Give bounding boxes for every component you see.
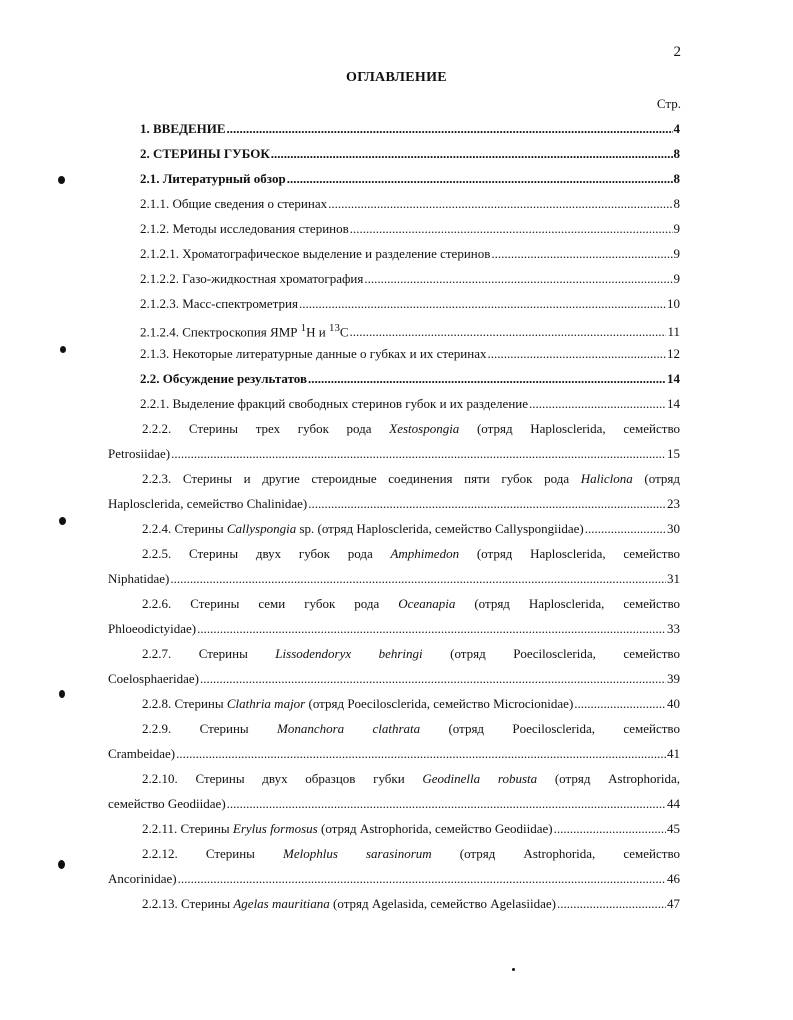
toc-page: 12 [667, 346, 680, 361]
toc-leader [488, 341, 667, 366]
toc-entry-line2: Phloeodictyidae) ..... 33 [108, 616, 680, 641]
toc-entry-text: 2.1.2.1. Хроматографическое выделение и разделение стеринов [140, 246, 491, 261]
toc-leader [299, 291, 666, 316]
toc-page: 14 [667, 371, 680, 386]
toc-page: 15 [667, 446, 680, 461]
toc-entry [108, 891, 680, 916]
toc-entry [108, 691, 680, 716]
toc-leader [227, 116, 673, 141]
toc-entry [108, 266, 680, 291]
toc-entry [108, 391, 680, 416]
toc-page: 45 [667, 821, 680, 836]
toc-leader [328, 191, 672, 216]
toc-entry [108, 516, 680, 541]
toc-entry-text: 2.2.4. Стерины Callyspongia sp. (отряд Haplosclerida, семейство Callyspongiidae) [142, 521, 584, 536]
toc-entry-line1: 2.2.3. Стерины и другие стероидные соединения пяти губок рода Haliclona (отряд [142, 471, 681, 486]
toc-leader [574, 691, 666, 716]
toc-page: 4 [673, 121, 680, 136]
toc-entry-text: 2.1.2.3. Масс-спектрометрия [140, 296, 298, 311]
toc-leader [170, 566, 666, 591]
toc-entry-line2: Petrosiidae) ..... 15 [108, 441, 680, 466]
toc-leader [491, 241, 672, 266]
toc-entry-text: 2.2.11. Стерины Erylus formosus (отряд Astrophorida, семейство Geodiidae) [142, 821, 553, 836]
toc-entry-line1: 2.2.12. Стерины Melophlus sarasinorum (отряд Astrophorida, семейство [142, 846, 681, 861]
toc-page: 9 [673, 271, 680, 286]
toc-leader [227, 791, 666, 816]
toc-page: 9 [673, 221, 680, 236]
toc-leader [197, 616, 666, 641]
toc-page: 14 [667, 396, 680, 411]
toc-page: 31 [667, 571, 680, 586]
toc-page: 39 [667, 671, 680, 686]
toc-entry-line2: Crambeidae) ..... 41 [108, 741, 680, 766]
toc-page: 23 [667, 496, 680, 511]
toc-entry [108, 366, 680, 391]
toc-entry-line1: 2.2.10. Стерины двух образцов губки Geodinella robusta (отряд Astrophorida, [142, 771, 680, 786]
toc-entry [108, 166, 680, 191]
toc-leader [529, 391, 666, 416]
toc-entry-text: 2.2.8. Стерины Clathria major (отряд Poecilosclerida, семейство Microcionidae) [142, 696, 574, 711]
toc-entry-text: 2.1.2.2. Газо-жидкостная хроматография [140, 271, 364, 286]
toc-leader [308, 491, 666, 516]
toc-page: 30 [667, 521, 680, 536]
toc-page: 33 [667, 621, 680, 636]
toc-entry-line1: 2.2.5. Стерины двух губок рода Amphimedon (отряд Haplosclerida, семейство [142, 546, 680, 561]
toc-leader [178, 866, 666, 891]
toc-entry-text: 2.1. Литературный обзор [140, 171, 286, 186]
toc-leader [554, 816, 666, 841]
toc-leader [171, 441, 666, 466]
toc-entry-line2: Coelosphaeridae) ..... 39 [108, 666, 680, 691]
toc-page: 9 [673, 246, 680, 261]
toc-entry-text: 2.2. Обсуждение результатов [140, 371, 307, 386]
toc-page: 10 [667, 296, 680, 311]
toc-leader [271, 141, 673, 166]
toc-entry [108, 141, 680, 166]
toc-entry-text: 2.1.1. Общие сведения о стеринах [140, 196, 328, 211]
toc-entry-line1: 2.2.6. Стерины семи губок рода Oceanapia (отряд Haplosclerida, семейство [142, 596, 681, 611]
toc-entry [108, 291, 680, 316]
toc-page: 40 [667, 696, 680, 711]
toc-entry-text: 2.1.2.4. Спектроскопия ЯМР $^1$H и $^{13}$C [140, 322, 349, 340]
toc-entry-text: 2.2.13. Стерины Agelas mauritiana (отряд Agelasida, семейство Agelasiidae) [142, 896, 556, 911]
page-column-header: Стр. [656, 96, 681, 111]
scan-mark [58, 860, 65, 869]
toc-entry [108, 316, 680, 341]
toc-entry [108, 241, 680, 266]
toc-entry-line1: 2.2.7. Стерины Lissodendoryx behringi (отряд Poecilosclerida, семейство [142, 646, 680, 661]
toc-entry [108, 191, 680, 216]
toc-entry-text: 2.1.3. Некоторые литературные данные о губках и их стеринах [140, 346, 487, 361]
toc-leader [557, 891, 666, 916]
page-number: 2 [673, 44, 681, 60]
toc-entry-text: 2.1.2. Методы исследования стеринов [140, 221, 349, 236]
toc-page: 11 [667, 324, 680, 340]
scan-mark [58, 176, 65, 184]
toc-entry-text: 2.2.1. Выделение фракций свободных стеринов губок и их разделение [140, 396, 529, 411]
toc-entry [108, 341, 680, 366]
toc-title: ОГЛАВЛЕНИЕ [346, 70, 447, 85]
toc-entry-line1: 2.2.9. Стерины Monanchora clathrata (отряд Poecilosclerida, семейство [142, 721, 680, 736]
toc-entry [108, 116, 680, 141]
toc-entry-line2: семейство Geodiidae) ..... 44 [108, 791, 680, 816]
toc-page: 44 [667, 796, 680, 811]
toc-page: 46 [667, 871, 680, 886]
toc-entry-line2: Haplosclerida, семейство Chalinidae) ..... 23 [108, 491, 680, 516]
toc-page: 8 [673, 196, 680, 211]
toc-entry-text: 2. СТЕРИНЫ ГУБОК [140, 146, 270, 161]
table-of-contents [108, 116, 680, 916]
toc-leader [176, 741, 666, 766]
toc-entry-line2: Niphatidae) ..... 31 [108, 566, 680, 591]
toc-page: 41 [667, 746, 680, 761]
toc-page: 8 [673, 171, 680, 186]
toc-leader [350, 216, 673, 241]
toc-leader [287, 166, 673, 191]
scan-mark [512, 968, 515, 971]
scan-mark [59, 690, 65, 698]
toc-leader [200, 666, 666, 691]
toc-page: 47 [667, 896, 680, 911]
toc-leader [585, 516, 666, 541]
toc-entry-line1: 2.2.2. Стерины трех губок рода Xestospongia (отряд Haplosclerida, семейство [142, 421, 681, 436]
toc-entry-line2: Ancorinidae) ..... 46 [108, 866, 680, 891]
scan-mark [60, 346, 66, 353]
toc-entry [108, 216, 680, 241]
toc-entry [108, 816, 680, 841]
scan-mark [59, 517, 66, 525]
toc-entry-text: 1. ВВЕДЕНИЕ [140, 121, 226, 136]
toc-page: 8 [673, 146, 680, 161]
toc-leader [364, 266, 672, 291]
toc-leader [308, 366, 666, 391]
